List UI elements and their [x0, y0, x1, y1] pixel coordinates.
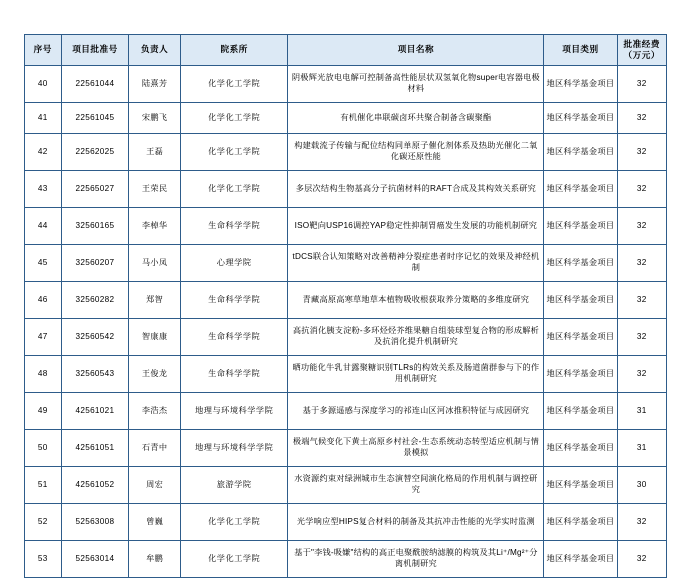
cell-person: 曾巍: [129, 504, 181, 541]
cell-person: 智康康: [129, 319, 181, 356]
cell-category: 地区科学基金项目: [544, 134, 617, 171]
cell-funding: 32: [617, 171, 667, 208]
table-row: [25, 208, 667, 245]
cell-funding: 32: [617, 134, 667, 171]
cell-project-number: 22561045: [61, 103, 129, 134]
cell-seq: 40: [25, 66, 62, 103]
cell-seq: 52: [25, 504, 62, 541]
cell-project-number: 32560543: [61, 356, 129, 393]
cell-department: 化学化工学院: [180, 171, 288, 208]
cell-department: 地理与环境科学学院: [180, 393, 288, 430]
cell-department: 生命科学学院: [180, 356, 288, 393]
table-header-row: [25, 35, 667, 66]
cell-project-number: 52563008: [61, 504, 129, 541]
table-row: [25, 282, 667, 319]
table-row: [25, 504, 667, 541]
cell-category: 地区科学基金项目: [544, 356, 617, 393]
cell-project-number: 52563014: [61, 541, 129, 578]
cell-category: 地区科学基金项目: [544, 66, 617, 103]
table-row: [25, 467, 667, 504]
cell-seq: 41: [25, 103, 62, 134]
cell-project-title: 基于多源遥感与深度学习的祁连山区河冰推积特征与成因研究: [288, 393, 544, 430]
table-row: [25, 319, 667, 356]
cell-department: 生命科学学院: [180, 319, 288, 356]
cell-project-title: 晒功能化牛乳甘露聚糖识别TLRs的构效关系及肠道菌群参与下的作用机制研究: [288, 356, 544, 393]
cell-project-title: 基于"李钱-吸嫌"结构的高正电聚酰胺纳滤膜的构筑及其Li⁺/Mg²⁺分离机制研究: [288, 541, 544, 578]
cell-project-title: 阴极辉光放电电解可控制备高性能层状双氢氧化物super电容器电极材料: [288, 66, 544, 103]
cell-project-number: 32560282: [61, 282, 129, 319]
cell-category: 地区科学基金项目: [544, 282, 617, 319]
cell-person: 宋鹏飞: [129, 103, 181, 134]
cell-person: 王荣民: [129, 171, 181, 208]
cell-project-title: ISO靶向USP16调控YAP稳定性抑制胃癌发生发展的功能机制研究: [288, 208, 544, 245]
cell-project-number: 42561051: [61, 430, 129, 467]
cell-project-number: 22562025: [61, 134, 129, 171]
cell-department: 生命科学学院: [180, 208, 288, 245]
cell-category: 地区科学基金项目: [544, 171, 617, 208]
cell-funding: 32: [617, 208, 667, 245]
cell-person: 王磊: [129, 134, 181, 171]
cell-department: 化学化工学院: [180, 504, 288, 541]
table-row: [25, 134, 667, 171]
cell-seq: 48: [25, 356, 62, 393]
cell-funding: 32: [617, 319, 667, 356]
table-row: [25, 66, 667, 103]
cell-project-title: 多层次结构生物基高分子抗菌材料的RAFT合成及其构效关系研究: [288, 171, 544, 208]
cell-person: 李棹华: [129, 208, 181, 245]
cell-seq: 50: [25, 430, 62, 467]
cell-seq: 53: [25, 541, 62, 578]
cell-category: 地区科学基金项目: [544, 467, 617, 504]
cell-project-title: 极端气候变化下黄土高原乡村社会-生态系统动态转型适应机制与情景模拟: [288, 430, 544, 467]
cell-department: 生命科学学院: [180, 282, 288, 319]
cell-seq: 46: [25, 282, 62, 319]
header-project-title: 项目名称: [288, 35, 544, 66]
cell-seq: 47: [25, 319, 62, 356]
cell-funding: 30: [617, 467, 667, 504]
cell-department: 化学化工学院: [180, 541, 288, 578]
cell-project-title: 光学响应型HIPS复合材料的制备及其抗冲击性能的光学实时监测: [288, 504, 544, 541]
cell-department: 地理与环境科学学院: [180, 430, 288, 467]
cell-seq: 45: [25, 245, 62, 282]
header-seq: 序号: [25, 35, 62, 66]
cell-project-title: 水资源约束对绿洲城市生态演替空间演化格局的作用机制与调控研究: [288, 467, 544, 504]
cell-seq: 42: [25, 134, 62, 171]
grant-table: [24, 34, 667, 578]
cell-person: 李浩杰: [129, 393, 181, 430]
header-person: 负责人: [129, 35, 181, 66]
cell-project-title: 青藏高原高寒草地草本植物吸收根获取养分策略的多维度研究: [288, 282, 544, 319]
cell-department: 心理学院: [180, 245, 288, 282]
cell-funding: 32: [617, 245, 667, 282]
cell-seq: 51: [25, 467, 62, 504]
cell-person: 牟鹏: [129, 541, 181, 578]
header-funding: 批准经费（万元）: [617, 35, 667, 66]
cell-department: 化学化工学院: [180, 103, 288, 134]
cell-person: 石青中: [129, 430, 181, 467]
table-body: [25, 66, 667, 578]
cell-department: 化学化工学院: [180, 66, 288, 103]
cell-project-title: tDCS联合认知策略对改善精神分裂症患者时序记忆的效果及神经机制: [288, 245, 544, 282]
cell-person: 郑智: [129, 282, 181, 319]
cell-person: 周宏: [129, 467, 181, 504]
cell-category: 地区科学基金项目: [544, 319, 617, 356]
cell-seq: 44: [25, 208, 62, 245]
table-row: [25, 430, 667, 467]
cell-category: 地区科学基金项目: [544, 103, 617, 134]
cell-person: 陆熹芳: [129, 66, 181, 103]
cell-category: 地区科学基金项目: [544, 541, 617, 578]
cell-funding: 32: [617, 356, 667, 393]
header-department: 院系所: [180, 35, 288, 66]
table-row: [25, 541, 667, 578]
cell-funding: 31: [617, 393, 667, 430]
cell-funding: 32: [617, 103, 667, 134]
table-row: [25, 103, 667, 134]
cell-funding: 32: [617, 541, 667, 578]
cell-funding: 32: [617, 66, 667, 103]
cell-project-title: 高抗消化胰支淀粉-多环烃烃芥维果糖自组装球型复合物的形成解析及抗消化提升机制研究: [288, 319, 544, 356]
cell-category: 地区科学基金项目: [544, 245, 617, 282]
cell-funding: 32: [617, 504, 667, 541]
cell-project-number: 32560207: [61, 245, 129, 282]
cell-project-title: 构建载流子传输与配位结构同单原子催化剂体系及热助光催化二氧化碳还原性能: [288, 134, 544, 171]
cell-category: 地区科学基金项目: [544, 504, 617, 541]
cell-department: 旅游学院: [180, 467, 288, 504]
cell-project-number: 42561021: [61, 393, 129, 430]
cell-project-number: 42561052: [61, 467, 129, 504]
table-row: [25, 393, 667, 430]
cell-funding: 31: [617, 430, 667, 467]
cell-person: 马小凤: [129, 245, 181, 282]
table-row: [25, 356, 667, 393]
cell-seq: 43: [25, 171, 62, 208]
cell-category: 地区科学基金项目: [544, 430, 617, 467]
header-project-number: 项目批准号: [61, 35, 129, 66]
table-row: [25, 171, 667, 208]
cell-project-number: 22561044: [61, 66, 129, 103]
header-category: 项目类别: [544, 35, 617, 66]
cell-category: 地区科学基金项目: [544, 208, 617, 245]
cell-category: 地区科学基金项目: [544, 393, 617, 430]
cell-department: 化学化工学院: [180, 134, 288, 171]
cell-funding: 32: [617, 282, 667, 319]
table-header: [25, 35, 667, 66]
cell-project-title: 有机催化串联碳卤环共聚合制备含碳聚酯: [288, 103, 544, 134]
cell-project-number: 32560165: [61, 208, 129, 245]
cell-seq: 49: [25, 393, 62, 430]
table-row: [25, 245, 667, 282]
cell-project-number: 32560542: [61, 319, 129, 356]
cell-person: 王俊龙: [129, 356, 181, 393]
cell-project-number: 22565027: [61, 171, 129, 208]
